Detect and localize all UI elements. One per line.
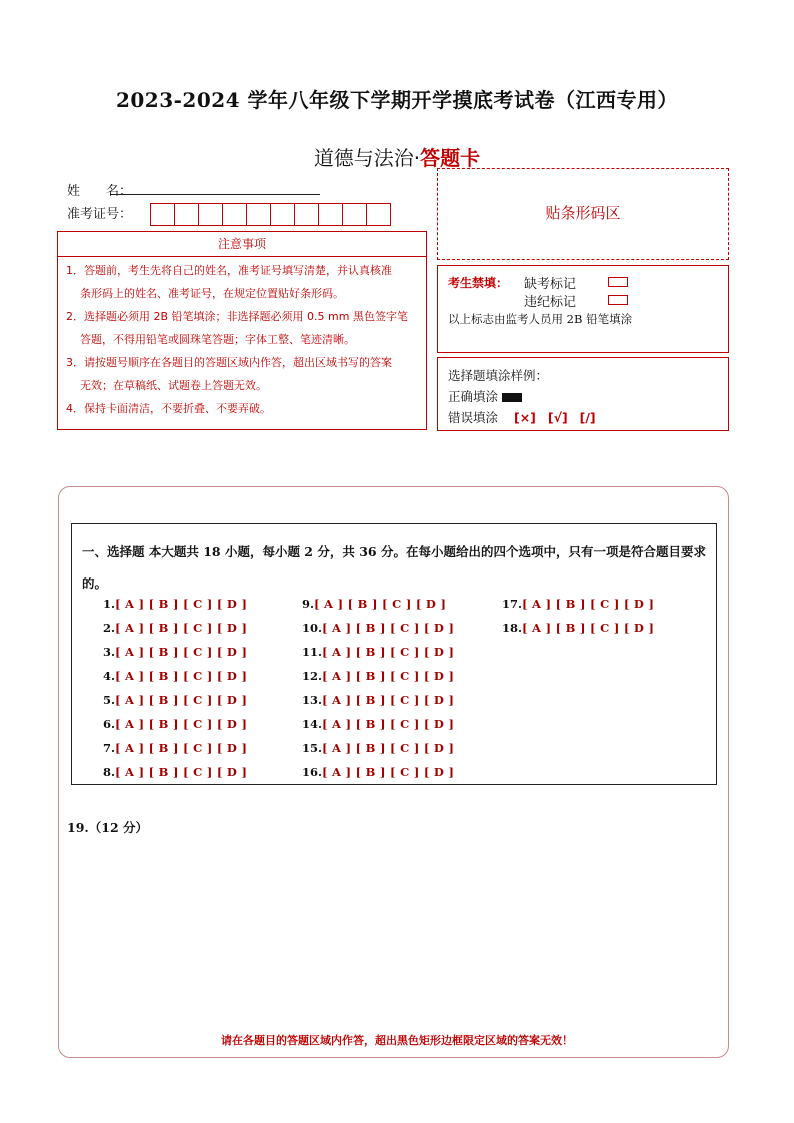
notice-box bbox=[57, 231, 427, 430]
choice-question[interactable] bbox=[103, 765, 247, 779]
notice-item: 4．保持卡面清洁，不要折叠、不要弄破。 bbox=[66, 402, 271, 415]
absent-mark-box[interactable] bbox=[608, 277, 628, 287]
option-bubbles[interactable]: [ A ] [ B ] [ C ] [ D ] bbox=[522, 597, 655, 611]
question-number: 18. bbox=[502, 621, 523, 635]
notice-heading: 注意事项 bbox=[58, 232, 426, 257]
question-number: 6. bbox=[103, 717, 116, 731]
option-bubbles[interactable]: [ A ] [ B ] [ C ] [ D ] bbox=[115, 669, 248, 683]
exam-id-digit-box[interactable] bbox=[366, 203, 391, 226]
exam-id-digit-box[interactable] bbox=[174, 203, 199, 226]
violation-mark-label: 违纪标记 bbox=[524, 295, 577, 310]
name-field[interactable] bbox=[110, 194, 320, 195]
exam-id-digit-box[interactable] bbox=[342, 203, 367, 226]
wrong-fill-example: [√] bbox=[547, 410, 568, 425]
question-number: 10. bbox=[302, 621, 323, 635]
option-bubbles[interactable]: [ A ] [ B ] [ C ] [ D ] bbox=[322, 717, 455, 731]
answer-card-label: 答题卡 bbox=[420, 146, 481, 170]
barcode-label: 贴条形码区 bbox=[545, 204, 621, 222]
violation-mark-box[interactable] bbox=[608, 295, 628, 305]
exam-id-digit-box[interactable] bbox=[222, 203, 247, 226]
prohibited-note: 以上标志由监考人员用 2B 铅笔填涂 bbox=[448, 312, 633, 326]
footer-note: 请在各题目的答题区域内作答，超出黑色矩形边框限定区域的答案无效！ bbox=[221, 1034, 573, 1047]
question-number: 13. bbox=[302, 693, 323, 707]
option-bubbles[interactable]: [ A ] [ B ] [ C ] [ D ] bbox=[322, 669, 455, 683]
correct-fill-example bbox=[502, 393, 522, 402]
choice-question[interactable] bbox=[103, 741, 247, 755]
wrong-fill-example: [×] bbox=[514, 410, 536, 425]
question-number: 15. bbox=[302, 741, 323, 755]
wrong-fill-label: 错误填涂 bbox=[448, 410, 499, 425]
exam-id-digit-box[interactable] bbox=[294, 203, 319, 226]
fill-sample-box bbox=[437, 357, 729, 431]
option-bubbles[interactable]: [ A ] [ B ] [ C ] [ D ] bbox=[115, 693, 248, 707]
choice-question[interactable] bbox=[502, 621, 654, 635]
choice-question[interactable] bbox=[302, 597, 446, 611]
question-number: 17. bbox=[502, 597, 523, 611]
question-number: 1. bbox=[103, 597, 116, 611]
question-number: 14. bbox=[302, 717, 323, 731]
choice-question[interactable] bbox=[502, 597, 654, 611]
subject-name: 道德与法治· bbox=[313, 146, 421, 170]
barcode-area bbox=[437, 168, 729, 260]
choice-question[interactable] bbox=[302, 621, 454, 635]
absent-mark-label: 缺考标记 bbox=[524, 277, 577, 292]
question-19-label: 19.（12 分） bbox=[67, 820, 148, 835]
exam-id-label: 准考证号： bbox=[67, 207, 133, 222]
exam-id-digit-box[interactable] bbox=[198, 203, 223, 226]
prohibited-label: 考生禁填： bbox=[448, 276, 509, 290]
question-number: 7. bbox=[103, 741, 116, 755]
choice-question[interactable] bbox=[103, 645, 247, 659]
exam-title: 2023-2024 学年八年级下学期开学摸底考试卷（江西专用） bbox=[115, 88, 679, 112]
option-bubbles[interactable]: [ A ] [ B ] [ C ] [ D ] bbox=[115, 765, 248, 779]
option-bubbles[interactable]: [ A ] [ B ] [ C ] [ D ] bbox=[115, 597, 248, 611]
question-number: 12. bbox=[302, 669, 323, 683]
exam-id-digit-box[interactable] bbox=[246, 203, 271, 226]
question-number: 5. bbox=[103, 693, 116, 707]
choice-question[interactable] bbox=[302, 741, 454, 755]
question-number: 11. bbox=[302, 645, 323, 659]
subject-title bbox=[0, 142, 794, 171]
notice-item: 2．选择题必须用 2B 铅笔填涂；非选择题必须用 0.5 mm 黑色签字笔 答题，不得用铅笔或圆珠笔答题；字体工整、笔迹清晰。 bbox=[66, 310, 408, 346]
choice-question[interactable] bbox=[302, 645, 454, 659]
prohibited-box bbox=[437, 265, 729, 353]
choice-question[interactable] bbox=[302, 693, 454, 707]
question-number: 9. bbox=[302, 597, 315, 611]
choice-question[interactable] bbox=[103, 669, 247, 683]
option-bubbles[interactable]: [ A ] [ B ] [ C ] [ D ] bbox=[314, 597, 447, 611]
exam-id-digit-box[interactable] bbox=[270, 203, 295, 226]
option-bubbles[interactable]: [ A ] [ B ] [ C ] [ D ] bbox=[115, 621, 248, 635]
option-bubbles[interactable]: [ A ] [ B ] [ C ] [ D ] bbox=[322, 741, 455, 755]
question-number: 8. bbox=[103, 765, 116, 779]
exam-id-digit-box[interactable] bbox=[150, 203, 175, 226]
exam-id-boxes[interactable] bbox=[151, 203, 391, 226]
option-bubbles[interactable]: [ A ] [ B ] [ C ] [ D ] bbox=[115, 645, 248, 659]
choice-question[interactable] bbox=[302, 765, 454, 779]
choice-section-intro: 一、选择题 本大题共 18 小题，每小题 2 分，共 36 分。在每小题给出的四个选项中，只有一项是符合题目要求的。 bbox=[82, 544, 706, 591]
sample-title: 选择题填涂样例： bbox=[448, 368, 549, 383]
option-bubbles[interactable]: [ A ] [ B ] [ C ] [ D ] bbox=[322, 693, 455, 707]
question-number: 16. bbox=[302, 765, 323, 779]
option-bubbles[interactable]: [ A ] [ B ] [ C ] [ D ] bbox=[522, 621, 655, 635]
choice-question[interactable] bbox=[103, 597, 247, 611]
option-bubbles[interactable]: [ A ] [ B ] [ C ] [ D ] bbox=[322, 765, 455, 779]
question-number: 3. bbox=[103, 645, 116, 659]
question-number: 4. bbox=[103, 669, 116, 683]
choice-question[interactable] bbox=[103, 717, 247, 731]
question-number: 2. bbox=[103, 621, 116, 635]
exam-id-digit-box[interactable] bbox=[318, 203, 343, 226]
option-bubbles[interactable]: [ A ] [ B ] [ C ] [ D ] bbox=[322, 645, 455, 659]
correct-fill-label: 正确填涂 bbox=[448, 389, 499, 404]
option-bubbles[interactable]: [ A ] [ B ] [ C ] [ D ] bbox=[115, 741, 248, 755]
option-bubbles[interactable]: [ A ] [ B ] [ C ] [ D ] bbox=[322, 621, 455, 635]
wrong-fill-example: [/] bbox=[579, 410, 596, 425]
notice-item: 1．答题前，考生先将自己的姓名，准考证号填写清楚，并认真核准 条形码上的姓名、准考证号，在规定位置贴好条形码。 bbox=[66, 264, 392, 300]
choice-question[interactable] bbox=[103, 693, 247, 707]
name-label: 姓 名： bbox=[67, 184, 133, 199]
choice-question[interactable] bbox=[302, 717, 454, 731]
option-bubbles[interactable]: [ A ] [ B ] [ C ] [ D ] bbox=[115, 717, 248, 731]
choice-question[interactable] bbox=[302, 669, 454, 683]
notice-item: 3．请按题号顺序在各题目的答题区域内作答，超出区域书写的答案 无效；在草稿纸、试题卷上答题无效。 bbox=[66, 356, 392, 392]
choice-question[interactable] bbox=[103, 621, 247, 635]
